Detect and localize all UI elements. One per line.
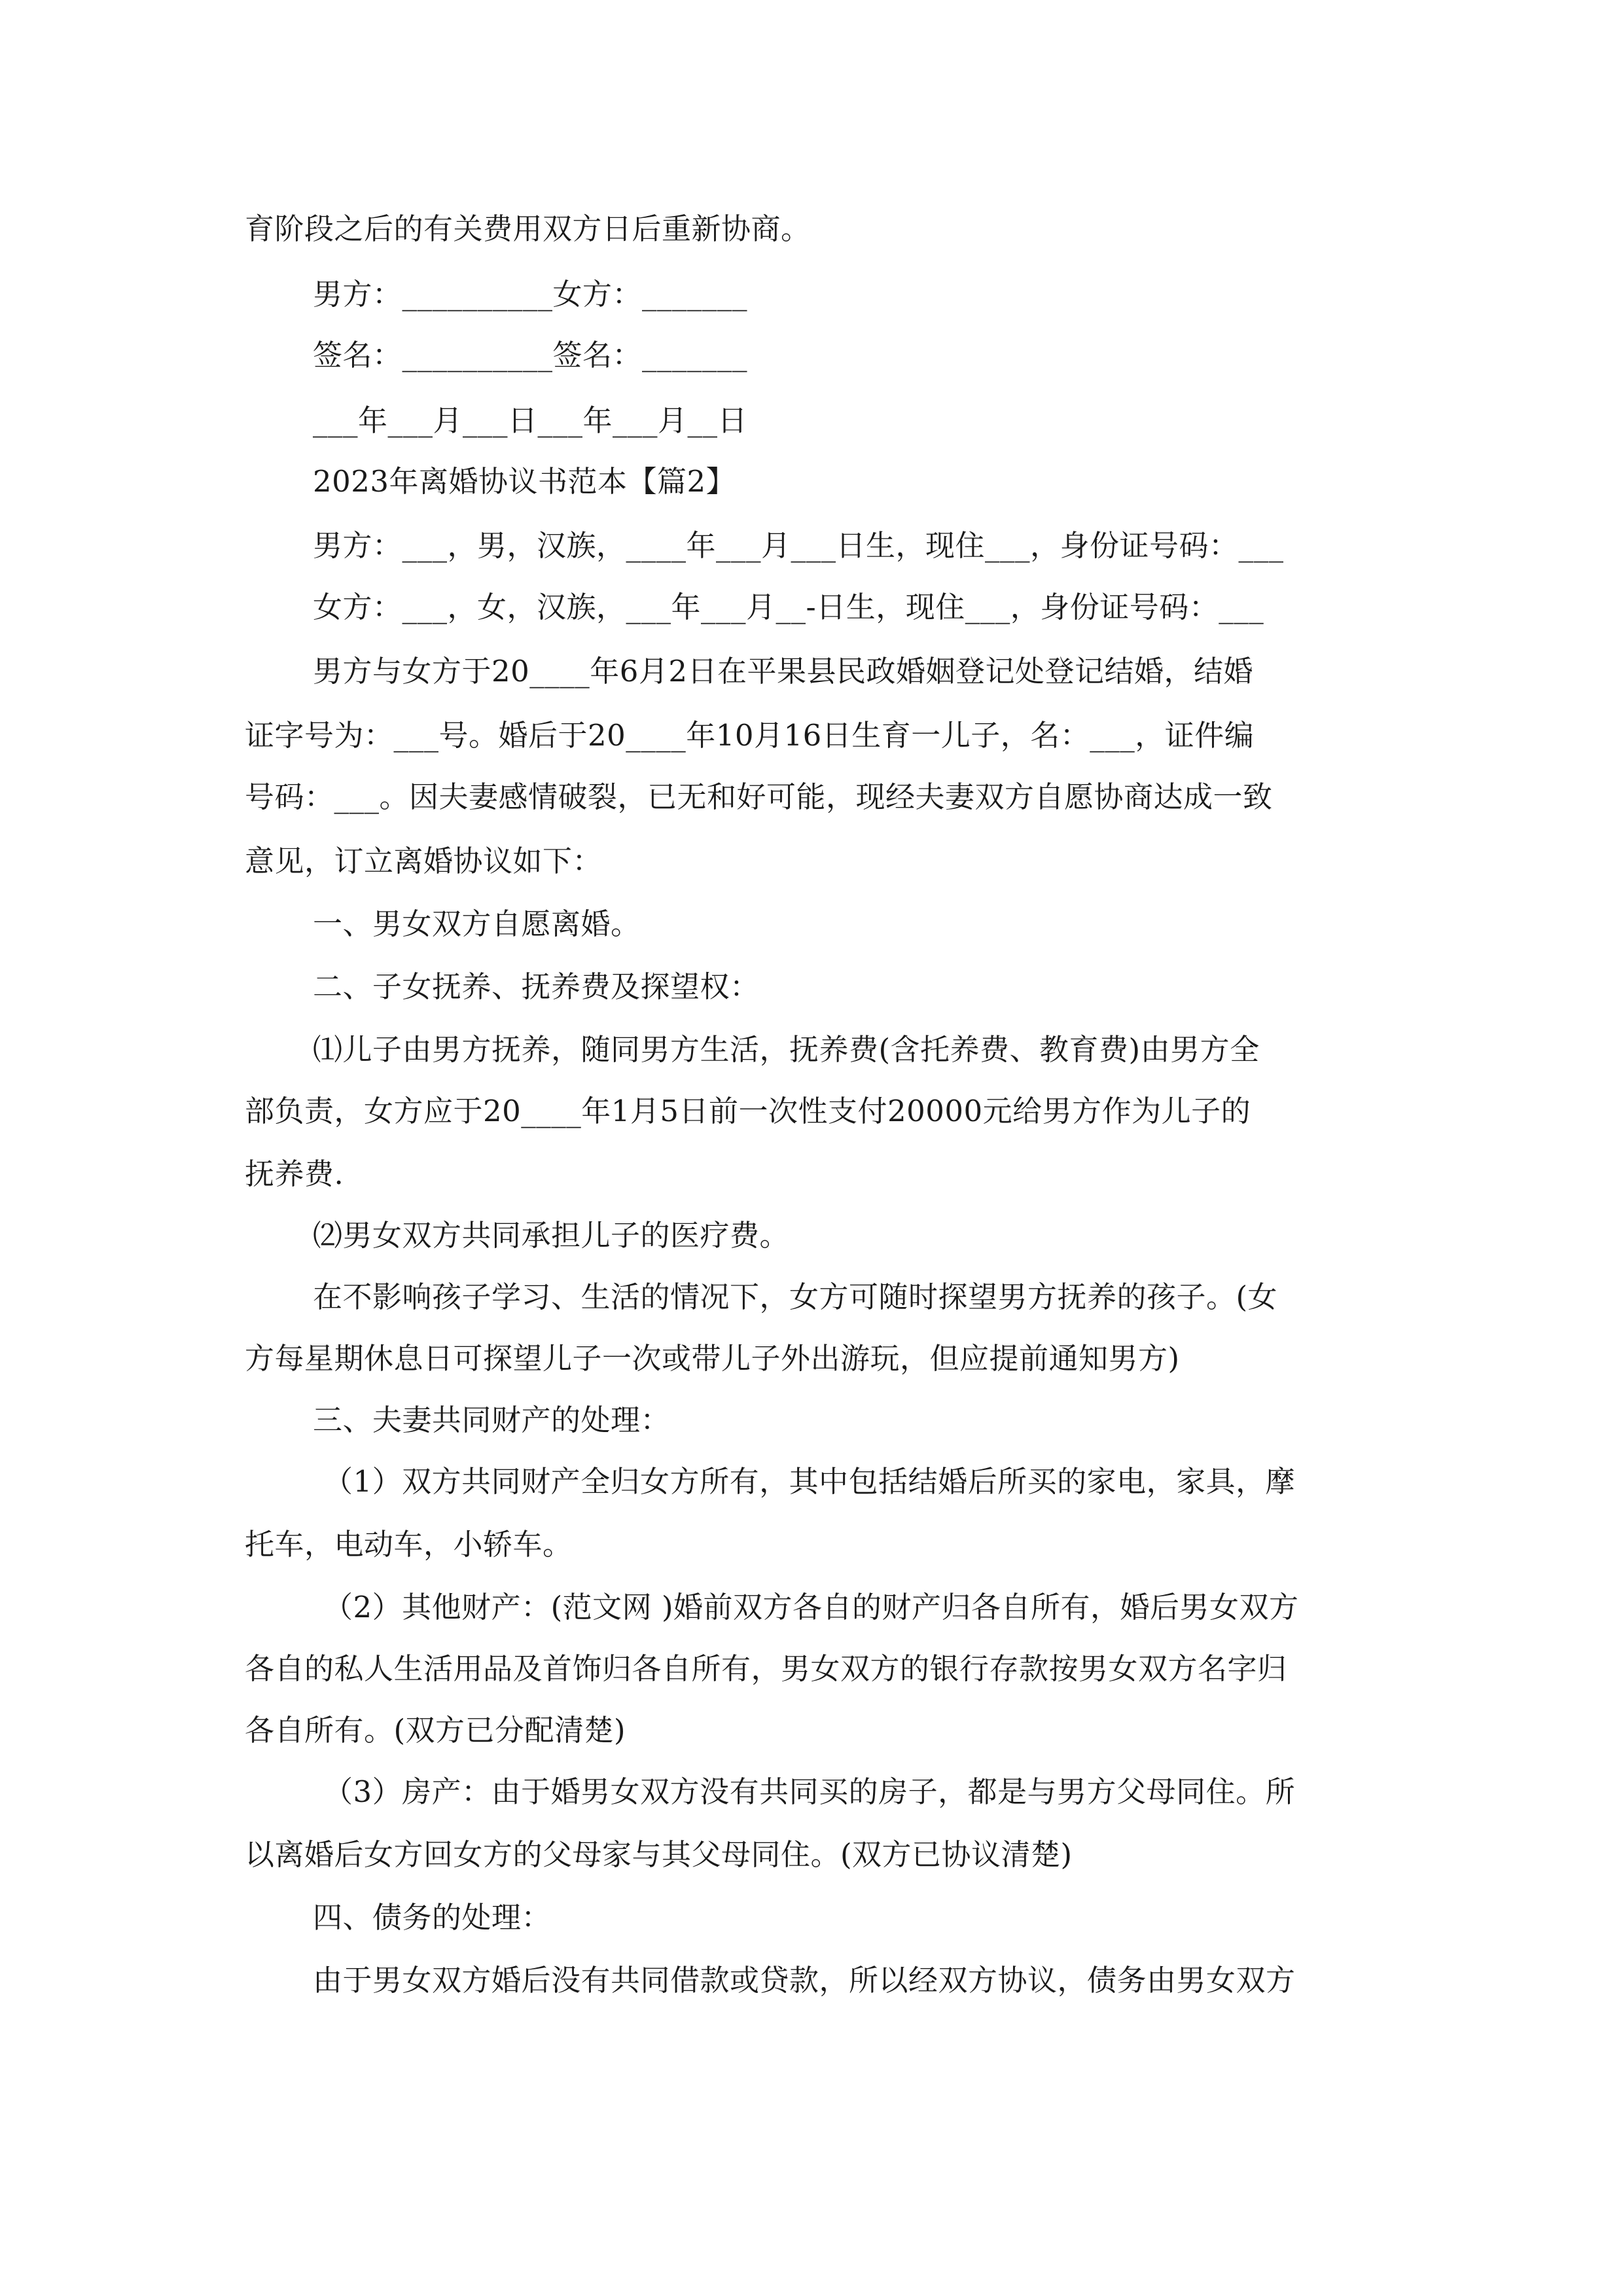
text-line: 由于男女双方婚后没有共同借款或贷款，所以经双方协议，债务由男女双方 — [313, 1963, 1296, 1998]
female-party-info: 女方：___，女，汉族，___年___月__-日生，现住___，身份证号码：___ — [313, 590, 1264, 624]
male-party-info: 男方：___，男，汉族，____年___月___日生，现住___，身份证号码：___ — [313, 528, 1284, 563]
clause-heading: 二、子女抚养、抚养费及探望权： — [313, 969, 760, 1004]
text-line: 证字号为：___号。婚后于20____年10月16日生育一儿子，名：___，证件编 — [245, 718, 1255, 753]
text-line: 抚养费. — [245, 1157, 344, 1191]
text-line: （3）房产：由于婚男女双方没有共同买的房子，都是与男方父母同住。所 — [323, 1774, 1296, 1809]
text-line: 以离婚后女方回女方的父母家与其父母同住。(双方已协议清楚) — [245, 1837, 1073, 1872]
text-line: 育阶段之后的有关费用双方日后重新协商。 — [245, 211, 811, 246]
signature-field-line: 签名：__________签名：_______ — [313, 338, 748, 372]
section-heading: 2023年离婚协议书范本【篇2】 — [313, 464, 736, 499]
text-line: 各自的私人生活用品及首饰归各自所有，男女双方的银行存款按男女双方名字归 — [245, 1651, 1287, 1686]
text-line: 男方与女方于20____年6月2日在平果县民政婚姻登记处登记结婚，结婚 — [313, 654, 1254, 689]
text-line: （1）双方共同财产全归女方所有，其中包括结婚后所买的家电，家具，摩 — [323, 1464, 1296, 1499]
date-field-line: ___年___月___日___年___月__日 — [313, 403, 748, 438]
text-line: 各自所有。(双方已分配清楚) — [245, 1713, 626, 1748]
text-line: （2）其他财产：(范文网 )婚前双方各自的财产归各自所有，婚后男女双方 — [323, 1590, 1299, 1624]
clause-heading: 一、男女双方自愿离婚。 — [313, 906, 641, 941]
text-line: ⑴儿子由男方抚养，随同男方生活，抚养费(含托养费、教育费)由男方全 — [313, 1032, 1260, 1067]
text-line: 部负责，女方应于20____年1月5日前一次性支付20000元给男方作为儿子的 — [245, 1094, 1251, 1128]
text-line: ⑵男女双方共同承担儿子的医疗费。 — [313, 1218, 790, 1253]
text-line: 在不影响孩子学习、生活的情况下，女方可随时探望男方抚养的孩子。(女 — [313, 1280, 1278, 1314]
clause-heading: 三、夫妻共同财产的处理： — [313, 1403, 671, 1437]
text-line: 意见，订立离婚协议如下： — [245, 844, 603, 878]
text-line: 号码：___。因夫妻感情破裂，已无和好可能，现经夫妻双方自愿协商达成一致 — [245, 780, 1273, 814]
text-line: 方每星期休息日可探望儿子一次或带儿子外出游玩，但应提前通知男方) — [245, 1341, 1180, 1376]
clause-heading: 四、债务的处理： — [313, 1900, 552, 1935]
text-line: 托车，电动车，小轿车。 — [245, 1527, 573, 1562]
male-party-field-line: 男方：__________女方：_______ — [313, 277, 748, 312]
